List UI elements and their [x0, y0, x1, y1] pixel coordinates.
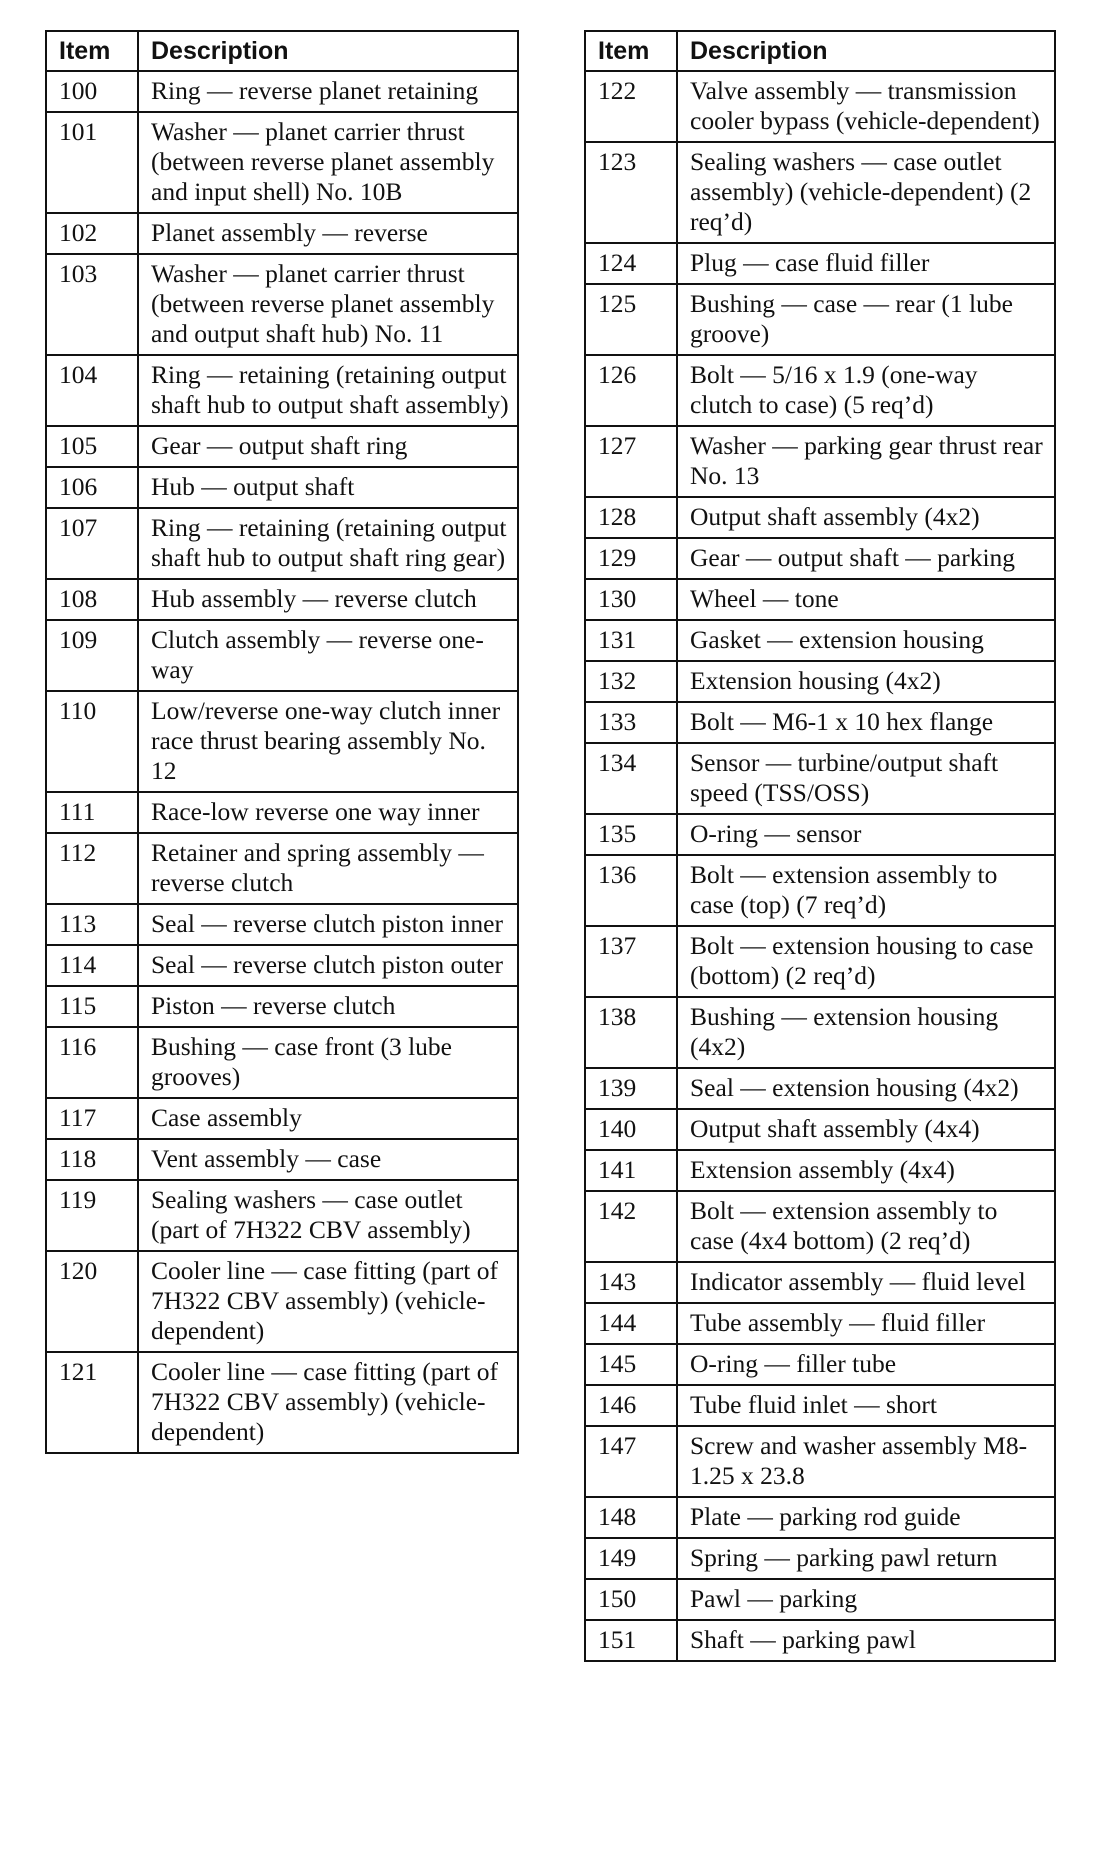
parts-table-left — [45, 30, 519, 1454]
item-number: 140 — [585, 1109, 677, 1150]
item-number: 149 — [585, 1538, 677, 1579]
item-description: Hub assembly — reverse clutch — [138, 579, 518, 620]
item-description: Vent assembly — case — [138, 1139, 518, 1180]
table-row — [585, 1262, 1055, 1303]
item-number: 135 — [585, 814, 677, 855]
item-number: 105 — [46, 426, 138, 467]
table-row — [46, 1027, 518, 1098]
table-row — [46, 904, 518, 945]
item-description: Gear — output shaft — parking — [677, 538, 1055, 579]
item-description: Plate — parking rod guide — [677, 1497, 1055, 1538]
item-description: Ring — reverse planet retaining — [138, 71, 518, 112]
item-description: Low/reverse one-way clutch inner race thrust bearing assembly No. 12 — [138, 691, 518, 792]
item-number: 147 — [585, 1426, 677, 1497]
table-row — [585, 1385, 1055, 1426]
item-number: 145 — [585, 1344, 677, 1385]
table-row — [585, 620, 1055, 661]
item-number: 134 — [585, 743, 677, 814]
table-row — [585, 1068, 1055, 1109]
item-description: Cooler line — case fitting (part of 7H322 CBV assembly) (vehicle-dependent) — [138, 1352, 518, 1453]
parts-table-right — [584, 30, 1056, 1662]
item-number: 115 — [46, 986, 138, 1027]
item-description: Planet assembly — reverse — [138, 213, 518, 254]
item-number: 109 — [46, 620, 138, 691]
item-number: 125 — [585, 284, 677, 355]
item-number: 141 — [585, 1150, 677, 1191]
item-description: O-ring — sensor — [677, 814, 1055, 855]
item-number: 108 — [46, 579, 138, 620]
table-row — [46, 1180, 518, 1251]
item-number: 118 — [46, 1139, 138, 1180]
table-row — [585, 661, 1055, 702]
item-number: 128 — [585, 497, 677, 538]
table-row — [46, 1251, 518, 1352]
table-row — [46, 467, 518, 508]
item-number: 121 — [46, 1352, 138, 1453]
item-description: Cooler line — case fitting (part of 7H322 CBV assembly) (vehicle-dependent) — [138, 1251, 518, 1352]
item-description: Bolt — extension assembly to case (top) (7 req’d) — [677, 855, 1055, 926]
table-row — [46, 579, 518, 620]
item-description: Screw and washer assembly M8-1.25 x 23.8 — [677, 1426, 1055, 1497]
item-number: 148 — [585, 1497, 677, 1538]
item-description: Washer — planet carrier thrust (between reverse planet assembly and input shell) No. 10B — [138, 112, 518, 213]
item-number: 106 — [46, 467, 138, 508]
item-description: Retainer and spring assembly — reverse clutch — [138, 833, 518, 904]
table-row — [585, 1150, 1055, 1191]
table-row — [585, 284, 1055, 355]
item-description: Bolt — M6-1 x 10 hex flange — [677, 702, 1055, 743]
item-number: 126 — [585, 355, 677, 426]
item-description: Gear — output shaft ring — [138, 426, 518, 467]
item-number: 102 — [46, 213, 138, 254]
item-number: 130 — [585, 579, 677, 620]
table-row — [585, 579, 1055, 620]
table-row — [46, 71, 518, 112]
item-number: 117 — [46, 1098, 138, 1139]
table-row — [585, 1579, 1055, 1620]
description-column-header: Description — [677, 31, 1055, 71]
item-description: Tube assembly — fluid filler — [677, 1303, 1055, 1344]
item-number: 110 — [46, 691, 138, 792]
table-row — [585, 1303, 1055, 1344]
table-row — [46, 112, 518, 213]
item-description: Piston — reverse clutch — [138, 986, 518, 1027]
item-column-header: Item — [46, 31, 138, 71]
table-row — [585, 538, 1055, 579]
item-number: 150 — [585, 1579, 677, 1620]
item-number: 112 — [46, 833, 138, 904]
table-row — [46, 945, 518, 986]
item-description: Pawl — parking — [677, 1579, 1055, 1620]
table-row — [585, 426, 1055, 497]
table-row — [585, 355, 1055, 426]
table-row — [46, 213, 518, 254]
item-number: 136 — [585, 855, 677, 926]
item-description: O-ring — filler tube — [677, 1344, 1055, 1385]
table-row — [46, 691, 518, 792]
table-row — [585, 71, 1055, 142]
table-row — [46, 1139, 518, 1180]
item-description: Case assembly — [138, 1098, 518, 1139]
item-description: Shaft — parking pawl — [677, 1620, 1055, 1661]
item-number: 104 — [46, 355, 138, 426]
table-row — [585, 702, 1055, 743]
table-row — [46, 254, 518, 355]
table-row — [585, 743, 1055, 814]
table-row — [46, 355, 518, 426]
item-description: Wheel — tone — [677, 579, 1055, 620]
table-row — [585, 855, 1055, 926]
table-row — [46, 986, 518, 1027]
item-description: Bolt — 5/16 x 1.9 (one-way clutch to case) (5 req’d) — [677, 355, 1055, 426]
item-description: Washer — parking gear thrust rear No. 13 — [677, 426, 1055, 497]
item-number: 111 — [46, 792, 138, 833]
table-row — [585, 1344, 1055, 1385]
item-description: Bushing — extension housing (4x2) — [677, 997, 1055, 1068]
item-number: 113 — [46, 904, 138, 945]
item-description: Bolt — extension housing to case (bottom) (2 req’d) — [677, 926, 1055, 997]
item-column-header: Item — [585, 31, 677, 71]
table-header-row — [46, 31, 518, 71]
item-number: 107 — [46, 508, 138, 579]
item-number: 151 — [585, 1620, 677, 1661]
item-number: 124 — [585, 243, 677, 284]
item-description: Tube fluid inlet — short — [677, 1385, 1055, 1426]
item-description: Bolt — extension assembly to case (4x4 bottom) (2 req’d) — [677, 1191, 1055, 1262]
table-row — [585, 497, 1055, 538]
description-column-header: Description — [138, 31, 518, 71]
item-number: 133 — [585, 702, 677, 743]
item-description: Bushing — case — rear (1 lube groove) — [677, 284, 1055, 355]
item-description: Extension housing (4x2) — [677, 661, 1055, 702]
item-description: Hub — output shaft — [138, 467, 518, 508]
item-number: 100 — [46, 71, 138, 112]
item-number: 101 — [46, 112, 138, 213]
item-number: 139 — [585, 1068, 677, 1109]
item-description: Spring — parking pawl return — [677, 1538, 1055, 1579]
table-row — [585, 1426, 1055, 1497]
item-description: Gasket — extension housing — [677, 620, 1055, 661]
item-number: 123 — [585, 142, 677, 243]
item-number: 144 — [585, 1303, 677, 1344]
item-number: 132 — [585, 661, 677, 702]
item-description: Output shaft assembly (4x2) — [677, 497, 1055, 538]
table-row — [585, 1109, 1055, 1150]
item-number: 120 — [46, 1251, 138, 1352]
table-row — [585, 1191, 1055, 1262]
table-row — [585, 997, 1055, 1068]
item-description: Clutch assembly — reverse one-way — [138, 620, 518, 691]
item-description: Bushing — case front (3 lube grooves) — [138, 1027, 518, 1098]
item-number: 137 — [585, 926, 677, 997]
item-description: Washer — planet carrier thrust (between reverse planet assembly and output shaft hub) No. 11 — [138, 254, 518, 355]
item-number: 131 — [585, 620, 677, 661]
table-header-row — [585, 31, 1055, 71]
item-description: Plug — case fluid filler — [677, 243, 1055, 284]
item-number: 127 — [585, 426, 677, 497]
item-number: 116 — [46, 1027, 138, 1098]
item-description: Ring — retaining (retaining output shaft hub to output shaft ring gear) — [138, 508, 518, 579]
table-row — [585, 142, 1055, 243]
table-row — [46, 1352, 518, 1453]
item-description: Indicator assembly — fluid level — [677, 1262, 1055, 1303]
item-number: 114 — [46, 945, 138, 986]
item-description: Race-low reverse one way inner — [138, 792, 518, 833]
table-row — [46, 1098, 518, 1139]
item-description: Seal — reverse clutch piston outer — [138, 945, 518, 986]
table-row — [46, 792, 518, 833]
item-number: 122 — [585, 71, 677, 142]
table-row — [585, 1538, 1055, 1579]
table-row — [46, 620, 518, 691]
item-number: 142 — [585, 1191, 677, 1262]
table-row — [46, 508, 518, 579]
item-description: Output shaft assembly (4x4) — [677, 1109, 1055, 1150]
table-row — [46, 833, 518, 904]
item-description: Sensor — turbine/output shaft speed (TSS/OSS) — [677, 743, 1055, 814]
item-description: Extension assembly (4x4) — [677, 1150, 1055, 1191]
item-description: Sealing washers — case outlet (part of 7H322 CBV assembly) — [138, 1180, 518, 1251]
item-description: Seal — extension housing (4x2) — [677, 1068, 1055, 1109]
item-number: 119 — [46, 1180, 138, 1251]
item-number: 103 — [46, 254, 138, 355]
table-row — [585, 1620, 1055, 1661]
item-description: Sealing washers — case outlet assembly) (vehicle-dependent) (2 req’d) — [677, 142, 1055, 243]
item-description: Valve assembly — transmission cooler bypass (vehicle-dependent) — [677, 71, 1055, 142]
item-description: Seal — reverse clutch piston inner — [138, 904, 518, 945]
table-row — [585, 926, 1055, 997]
item-number: 138 — [585, 997, 677, 1068]
table-row — [585, 1497, 1055, 1538]
item-number: 143 — [585, 1262, 677, 1303]
item-description: Ring — retaining (retaining output shaft hub to output shaft assembly) — [138, 355, 518, 426]
item-number: 146 — [585, 1385, 677, 1426]
table-row — [585, 814, 1055, 855]
table-row — [46, 426, 518, 467]
table-row — [585, 243, 1055, 284]
item-number: 129 — [585, 538, 677, 579]
